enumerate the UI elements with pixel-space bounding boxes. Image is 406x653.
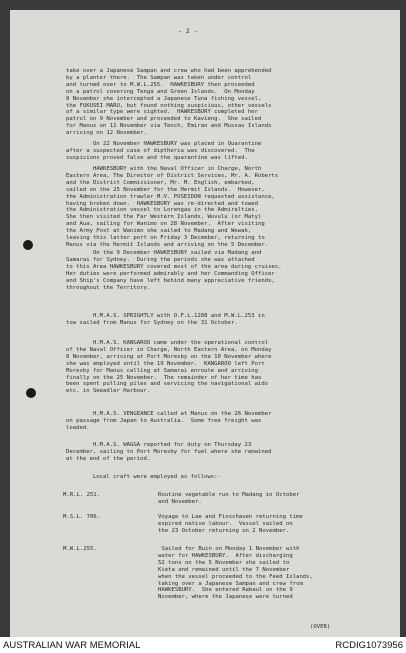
craft-description: Routine vegetable run to Madang in October and November. bbox=[158, 492, 300, 505]
paragraph: H.M.A.S. WAGGA reported for duty on Thursday 23 December, sailing to Port Moresby for fuel where she remained at the end of the period. bbox=[66, 442, 272, 462]
document-page bbox=[10, 10, 400, 637]
paragraph: On 22 November HAWKESBURY was placed in Quarantine after a suspected case of diptheria was discovered. The suspicions proved false and the quarantine was lifted. bbox=[66, 141, 262, 161]
paragraph: H.M.A.S. SPRIGHTLY with O.F.L.1208 and M.W.L.253 in tow sailed from Manus for Sydney on the 31 October. bbox=[66, 313, 265, 326]
paragraph: Local craft were employed as follows:- bbox=[66, 474, 221, 480]
paragraph: take over a Japanese Sampan and crew who had been apprehended by a planter there. The Sampan was taken under control and turned over to M.W.L.255. HAWKESBURY then proceeded on a patrol covering Tenga and Green Islands. On Monday 8 November she intercepted a Japanese Tuna fishing vessel, the FUKUSEI MARU, but found nothing suspicious, other vessels of a similar type were sighted. HAWKESBURY completed her patrol on 9 November and proceeded to Kavieng. She sailed for Manus on 11 November via Tench, Emiran and Mussau Islands arriving on 12 November. bbox=[66, 68, 272, 137]
craft-description: Voyage to Lae and Finschaven returning time expired native labour. Vessel sailed on the 23 October returning on 2 November. bbox=[158, 514, 303, 534]
craft-code: M.R.L. 251. bbox=[63, 492, 101, 498]
page-number: - 2 - bbox=[178, 27, 198, 35]
craft-code: M.S.L. 706. bbox=[63, 514, 101, 520]
paragraph: H.M.A.S. KANGAROO came under the operational control of the Naval Officer in Charge, North Eastern Area, on Monday 8 November, arriving at Port Moresby on the 10 November where she was employed until the 19 November. KANGAROO left Port Moresby for Manus calling at Samarai enroute and arriving finally on the 25 November. The remainder of her time has been spent pulling piles and servicing the navigational aids etc. in Seeadler Harbour. bbox=[66, 340, 272, 395]
footer-bar bbox=[0, 637, 406, 653]
paragraph: HAWKESBURY with the Naval Officer in Charge, North Eastern Area, The Director of District Services, Mr. A. Roberts and the District Commissioner, Mr. M. English, embarked, sailed on the 25 November for the Hermit Islands. However, the Administration trawler M.V. POSEIDON requested assistance, having broken down. HAWKESBURY was re-directed and towed the Administration vessel to Lorengau in the Admiralties. She then visited the Far Western Islands, Wuvulu (or Maty) and Aua, sailing for Wanimo on 28 November. After visiting the Army Post at Wanimo she sailed to Madang and Wewak, leaving this latter port on Friday 3 December, returning to Manus via the Hermit Islands and arriving on the 5 December. bbox=[66, 166, 279, 248]
record-id: RCDIG1073956 bbox=[335, 640, 403, 651]
craft-description: Sailed for Buin on Monday 1 November with water for HAWKESBURY. After discharging 52 tons on the 5 November she sailed to Kieta and remained until the 7 November when the vessel proceeded to the Feed Islands, taking over a Japanese Sampan and crew from HAWKESBURY. She entered Rabaul on the 9 November, where the Japanese were turned bbox=[158, 546, 313, 601]
punch-hole bbox=[23, 240, 33, 250]
paragraph: On the 9 December HAWKESBURY sailed via Madang and Samarai for Sydney. During the periods she was attached to this Area HAWKESBURY covered most of the area during cruises. Her duties were performed admirably and her Commanding Officer and Ship's Company have left behind many appreciative friends, throughout the Territory. bbox=[66, 250, 282, 291]
over-mark: (OVER) bbox=[310, 624, 331, 630]
craft-code: M.W.L.255. bbox=[63, 546, 97, 552]
archive-name: AUSTRALIAN WAR MEMORIAL bbox=[3, 640, 141, 651]
punch-hole bbox=[26, 388, 36, 398]
paragraph: H.M.A.S. VENGEANCE called at Manus on the 26 November on passage from Japan to Australia. Some free freight was loaded. bbox=[66, 411, 272, 431]
